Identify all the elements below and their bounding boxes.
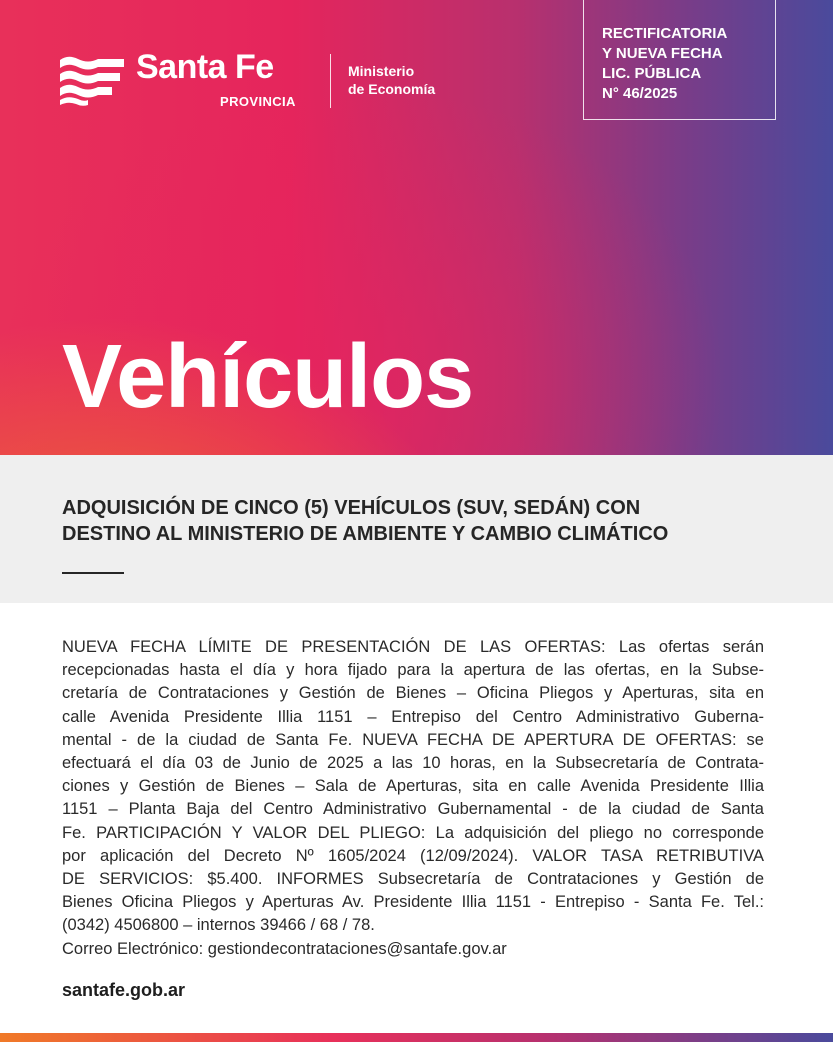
body-line: Bienes Oficina Pliegos y Aperturas Av. Presidente Illia 1151 - Entrepiso - Santa Fe. Tel.: (62, 893, 764, 912)
body-line: mental - de la ciudad de Santa Fe. NUEVA FECHA DE APERTURA DE OFERTAS: se (62, 730, 764, 749)
badge-line: LIC. PÚBLICA (602, 65, 702, 82)
body-line: NUEVA FECHA LÍMITE DE PRESENTACIÓN DE LAS OFERTAS: Las ofertas serán (62, 638, 764, 656)
subject-heading (62, 495, 782, 547)
santa-fe-logo-icon (58, 54, 128, 106)
body-line: (0342) 4506800 – internos 39466 / 68 / 78. (62, 916, 375, 935)
contact-email: Correo Electrónico: gestiondecontrataciones@santafe.gov.ar (62, 939, 507, 958)
badge-line: RECTIFICATORIA (602, 25, 728, 42)
hero-title: Vehículos (62, 327, 474, 427)
ministry-line: de Economía (348, 81, 436, 97)
badge-line: Y NUEVA FECHA (602, 45, 723, 62)
bottom-color-strip (0, 1033, 833, 1042)
ministry-name (348, 62, 435, 98)
body-line: recepcionadas hasta el día y hora fijado para la apertura de las ofertas, en la Subse- (62, 661, 764, 680)
body-line: por aplicación del Decreto Nº 1605/2024 (12/09/2024). VALOR TASA RETRIBUTIVA (62, 846, 764, 865)
subject-band (0, 455, 833, 603)
hero-banner (0, 0, 833, 455)
body-line: ciones y Gestión de Bienes – Sala de Aperturas, sita en calle Avenida Presidente Illia (62, 777, 764, 796)
body-line: efectuará el día 03 de Junio de 2025 a las 10 horas, en la Subsecretaría de Contrata- (62, 754, 764, 773)
body-line: 1151 – Planta Baja del Centro Administrativo Gubernamental - de la ciudad de Santa (62, 800, 764, 819)
notice-badge (583, 0, 776, 120)
website-link[interactable]: santafe.gob.ar (62, 980, 186, 1000)
ministry-line: Ministerio (348, 63, 415, 79)
badge-line: N° 46/2025 (602, 85, 678, 102)
body-line: calle Avenida Presidente Illia 1151 – Entrepiso del Centro Administrativo Guberna- (62, 707, 764, 726)
body-line: cretaría de Contrataciones y Gestión de Bienes – Oficina Pliegos y Aperturas, sita en (62, 684, 764, 703)
subject-line: DESTINO AL MINISTERIO DE AMBIENTE Y CAMBIO CLIMÁTICO (62, 523, 669, 545)
brand-divider (330, 54, 331, 108)
notice-body (62, 636, 764, 961)
subject-line: ADQUISICIÓN DE CINCO (5) VEHÍCULOS (SUV, SEDÁN) CON (62, 497, 641, 519)
brand-subtitle: PROVINCIA (220, 94, 296, 109)
body-line: DE SERVICIOS: $5.400. INFORMES Subsecretaría de Contrataciones y Gestión de (62, 870, 764, 889)
heading-underline (62, 572, 124, 574)
body-line: Fe. PARTICIPACIÓN Y VALOR DEL PLIEGO: La adquisición del pliego no corresponde (62, 823, 764, 842)
brand-name: Santa Fe (136, 48, 274, 86)
